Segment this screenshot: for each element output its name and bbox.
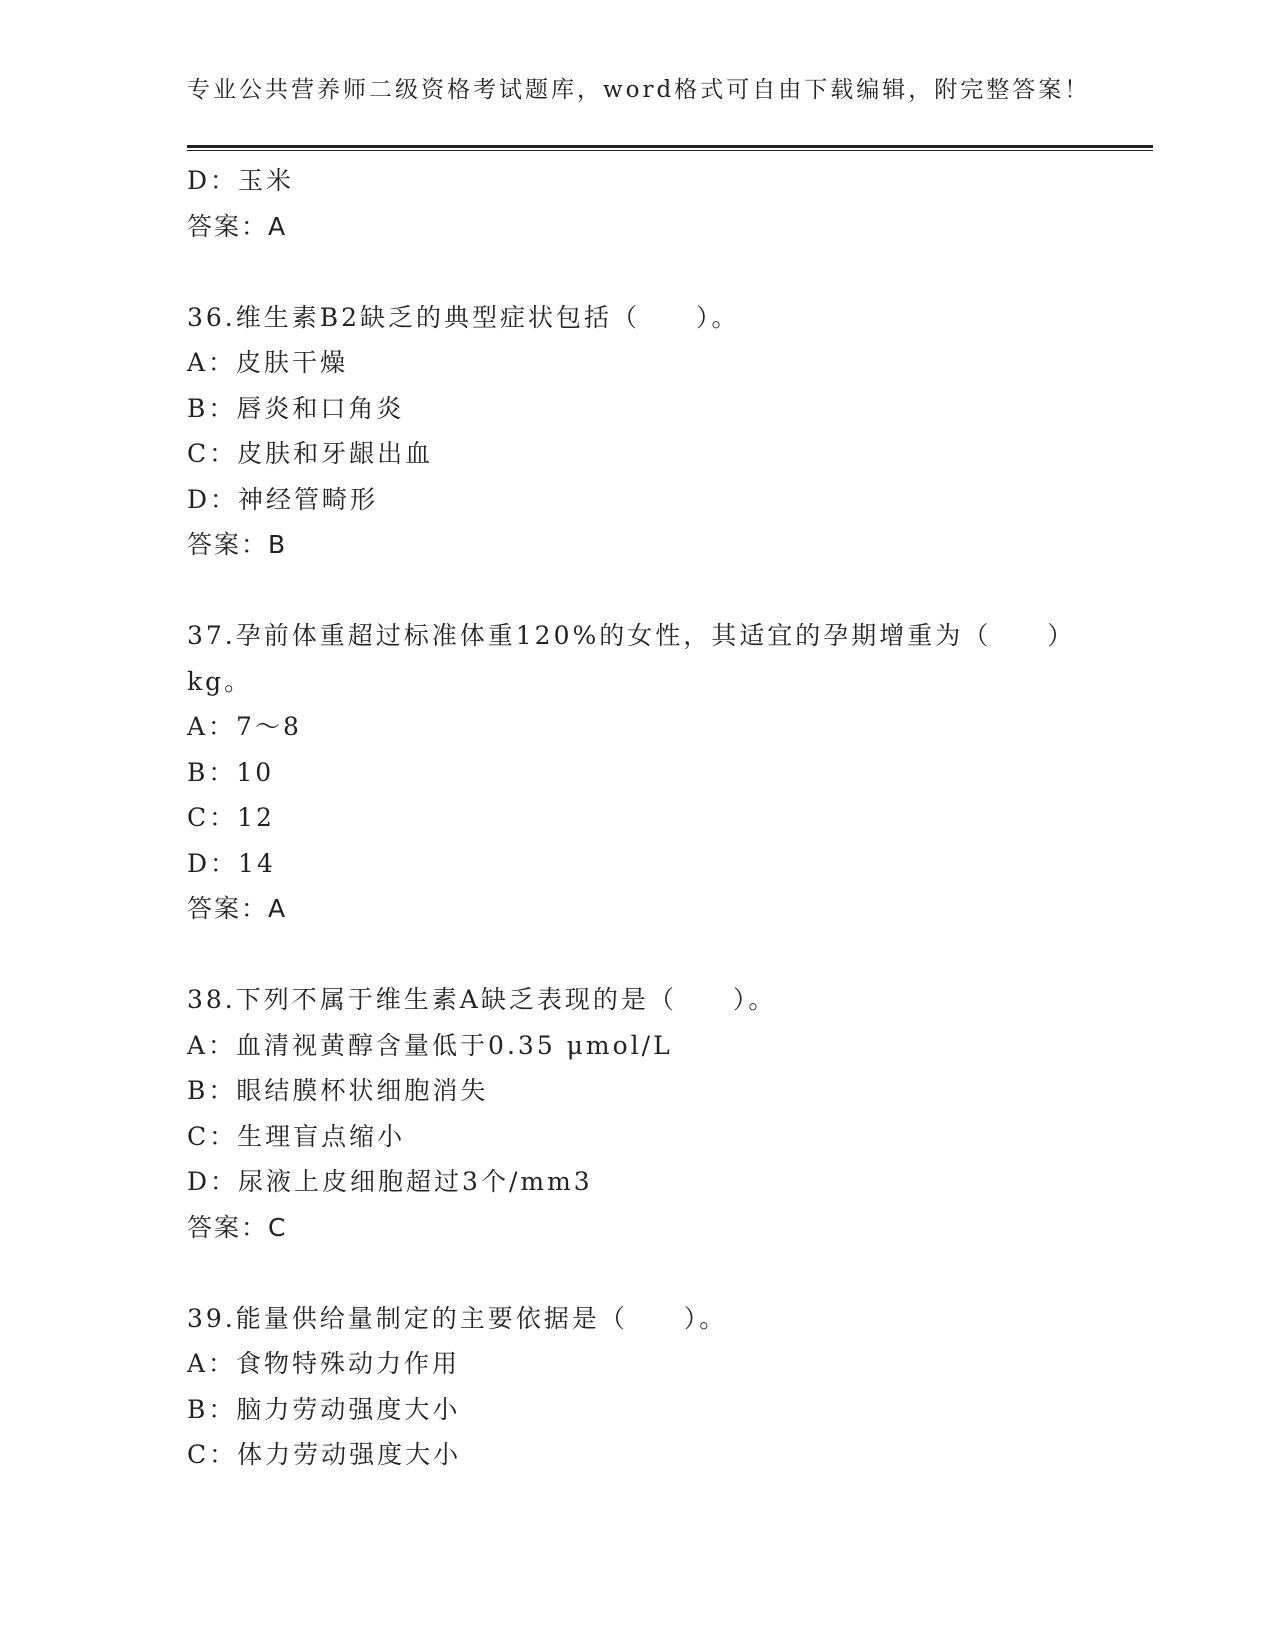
answer-line: 答案：C [187,1212,288,1242]
option-c: C：皮肤和牙龈出血 [187,439,434,468]
option-a: A：食物特殊动力作用 [187,1349,461,1378]
option-c: C：体力劳动强度大小 [187,1440,462,1469]
spacer [187,1250,1147,1296]
option-d: D：14 [187,848,276,878]
answer-line: 答案：A [187,894,288,923]
question-stem: 37.孕前体重超过标准体重120%的女性，其适宜的孕期增重为（ ） [187,621,1076,650]
question-list [187,158,1147,1478]
divider-thick-line [187,145,1153,148]
option-a: A：皮肤干燥 [187,348,349,377]
option-a: A：7～8 [187,712,302,741]
answer-line: 答案：B [187,530,288,559]
option-c: C：12 [187,803,275,832]
spacer [187,249,1147,295]
divider-thin-line [187,150,1153,151]
option-d: D：神经管畸形 [187,484,379,514]
spacer [187,568,1147,614]
option-a: A：血清视黄醇含量低于0.35 μmol/L [187,1030,673,1060]
question-stem: 38.下列不属于维生素A缺乏表现的是（ ）。 [187,985,777,1014]
option-b: B：唇炎和口角炎 [187,393,405,423]
option-b: B：10 [187,757,275,787]
question-37 [187,613,1147,932]
option-d: D：玉米 [187,166,295,195]
spacer [187,932,1147,978]
question-38 [187,977,1147,1250]
question-39 [187,1296,1147,1478]
page-header: 专业公共营养师二级资格考试题库，word格式可自由下载编辑，附完整答案！ [187,77,1091,103]
option-b: B：脑力劳动强度大小 [187,1394,461,1424]
option-d: D：尿液上皮细胞超过3个/mm3 [187,1167,593,1196]
header-divider [187,145,1153,152]
question-stem: 39.能量供给量制定的主要依据是（ ）。 [187,1303,728,1333]
answer-line: 答案：A [187,211,288,241]
question-stem-continuation: kg。 [187,666,253,696]
question-36 [187,295,1147,568]
option-c: C：生理盲点缩小 [187,1121,406,1151]
option-b: B：眼结膜杯状细胞消失 [187,1076,489,1105]
question-stem: 36.维生素B2缺乏的典型症状包括（ ）。 [187,302,740,332]
